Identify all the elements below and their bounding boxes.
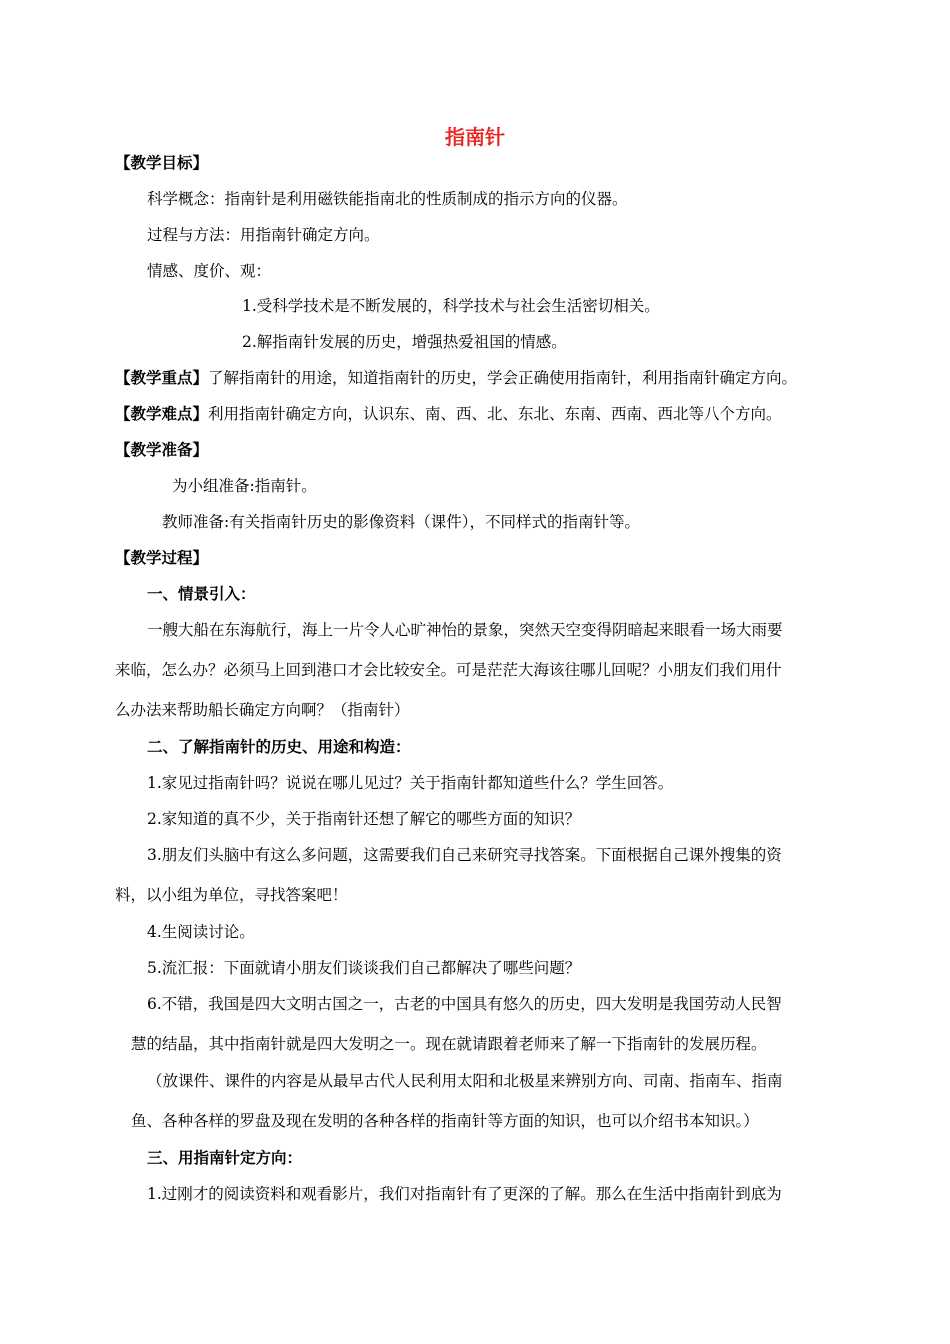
difficulties-text: 利用指南针确定方向，认识东、南、西、北、东北、东南、西南、西北等八个方向。 xyxy=(208,405,782,423)
section-2-item-3-line-2: 料，以小组为单位，寻找答案吧！ xyxy=(115,886,348,904)
page-title: 指南针 xyxy=(445,125,505,149)
key-points-text: 了解指南针的用途，知道指南针的历史，学会正确使用指南针，利用指南针确定方向。 xyxy=(208,369,798,387)
goals-attitude-item-1: 1.受科学技术是不断发展的，科学技术与社会生活密切相关。 xyxy=(242,297,660,315)
section-2-item-4: 4.生阅读讨论。 xyxy=(147,923,255,941)
section-1-line-1: 一艘大船在东海航行，海上一片令人心旷神怡的景象，突然天空变得阴暗起来眼看一场大雨要 xyxy=(147,621,783,639)
key-points xyxy=(115,368,797,388)
section-2-item-3-line-1: 3.朋友们头脑中有这么多问题，这需要我们自己来研究寻找答案。下面根据自己课外搜集的资 xyxy=(147,846,782,864)
section-3-item-1: 1.过刚才的阅读资料和观看影片，我们对指南针有了更深的了解。那么在生活中指南针到底为 xyxy=(147,1185,782,1203)
section-2-item-1: 1.家见过指南针吗？说说在哪儿见过？关于指南针都知道些什么？学生回答。 xyxy=(147,774,674,792)
difficulties-heading: 【教学难点】 xyxy=(115,405,209,423)
difficulties xyxy=(115,404,782,424)
section-1-heading: 一、情景引入： xyxy=(147,585,256,603)
goals-attitude: 情感、度价、观： xyxy=(147,262,272,280)
section-2-item-6-line-1: 6.不错，我国是四大文明古国之一，古老的中国具有悠久的历史，四大发明是我国劳动人民智 xyxy=(147,995,782,1013)
process-heading: 【教学过程】 xyxy=(115,549,209,567)
section-1-line-3: 么办法来帮助船长确定方向啊？（指南针） xyxy=(115,701,410,719)
section-1-line-2: 来临，怎么办？必须马上回到港口才会比较安全。可是茫茫大海该往哪儿回呢？小朋友们我们用什 xyxy=(115,661,782,679)
goals-method: 过程与方法：用指南针确定方向。 xyxy=(147,226,380,244)
section-3-heading: 三、用指南针定方向： xyxy=(147,1149,303,1167)
goals-heading: 【教学目标】 xyxy=(115,154,209,172)
section-2-heading: 二、了解指南针的历史、用途和构造： xyxy=(147,738,411,756)
section-2-item-2: 2.家知道的真不少，关于指南针还想了解它的哪些方面的知识？ xyxy=(147,810,581,828)
section-2-item-5: 5.流汇报：下面就请小朋友们谈谈我们自己都解决了哪些问题？ xyxy=(147,959,581,977)
section-2-note-line-2: 鱼、各种各样的罗盘及现在发明的各种各样的指南针等方面的知识，也可以介绍书本知识。） xyxy=(131,1112,759,1130)
preparation-group: 为小组准备:指南针。 xyxy=(172,477,317,495)
preparation-heading: 【教学准备】 xyxy=(115,441,209,459)
section-2-item-6-line-2: 慧的结晶，其中指南针就是四大发明之一。现在就请跟着老师来了解一下指南针的发展历程。 xyxy=(131,1035,767,1053)
key-points-heading: 【教学重点】 xyxy=(115,369,209,387)
goals-attitude-item-2: 2.解指南针发展的历史，增强热爱祖国的情感。 xyxy=(242,333,567,351)
goals-concept: 科学概念：指南针是利用磁铁能指南北的性质制成的指示方向的仪器。 xyxy=(147,190,628,208)
preparation-teacher: 教师准备:有关指南针历史的影像资料（课件），不同样式的指南针等。 xyxy=(162,513,640,531)
section-2-note-line-1: （放课件、课件的内容是从最早古代人民利用太阳和北极星来辨别方向、司南、指南车、指南 xyxy=(147,1072,783,1090)
